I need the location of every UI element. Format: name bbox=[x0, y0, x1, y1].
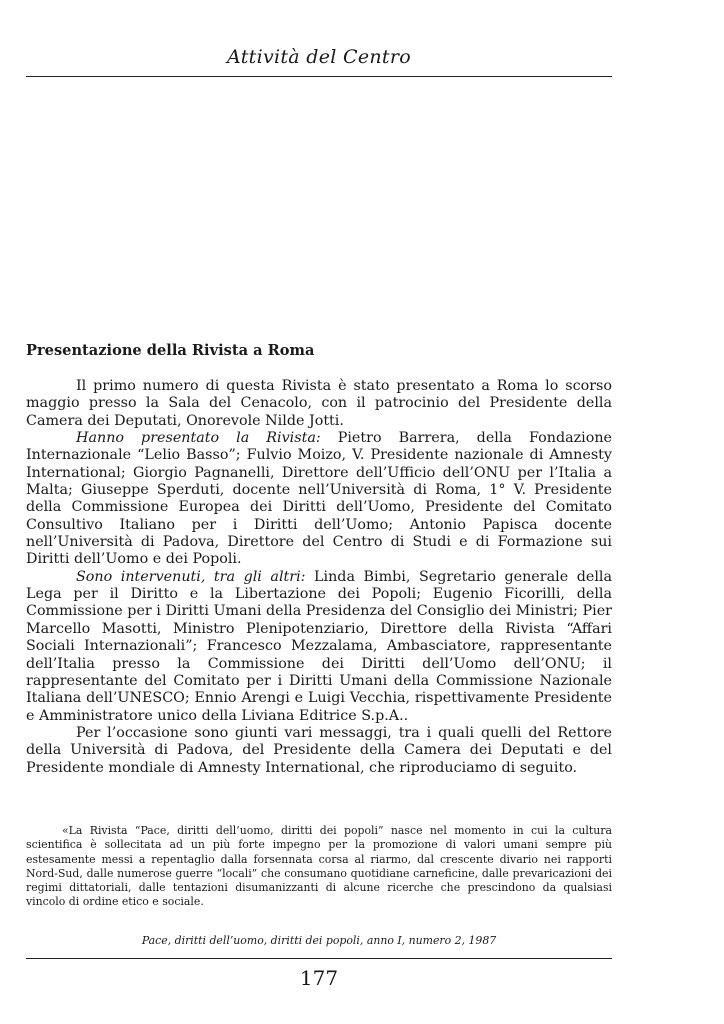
header-rule bbox=[26, 76, 612, 77]
paragraph-text: Linda Bimbi, Segretario generale della Lega per il Diritto e la Libertazione dei Popoli; Eugenio Ficorilli, della Commissione per i Diritti Umani della Presidenza del Consiglio dei Ministri; Pier Marcello Masotti, Ministro Plenipotenziario, Direttore della Rivista “Affari Sociali Internazionali”; Francesco Mezzalama, Ambasciatore, rappresentante dell’Italia presso la Commissione dei Diritti dell’Uomo dell’ONU; il rappresentante del Comitato per i Diritti Umani della Commissione Nazionale Italiana dell’UNESCO; Ennio Arengi e Luigi Vecchia, rispettivamente Presidente e Amministratore unico della Liviana Editrice S.p.A.. bbox=[26, 568, 612, 724]
paragraph-text: Il primo numero di questa Rivista è stato presentato a Roma lo scorso maggio presso la Sala del Cenacolo, con il patrocinio del Presidente della Camera dei Deputati, Onorevole Nilde Jotti. bbox=[26, 378, 612, 429]
section-title: Presentazione della Rivista a Roma bbox=[26, 342, 315, 359]
paragraph-lead: Sono intervenuti, tra gli altri: bbox=[76, 568, 306, 585]
quoted-message bbox=[26, 824, 612, 910]
article-body bbox=[26, 378, 612, 777]
quote-text: «La Rivista “Pace, diritti dell’uomo, diritti dei popoli” nasce nel momento in cui la cultura scientifica è sollecitata ad un più forte impegno per la promozione di valori umani sempre più estesamente messi a repentaglio dalla forsennata corsa al riarmo, dal crescente divario nei rapporti Nord-Sud, dalle numerose guerre “locali” che consumano quotidiane carneficine, dalle prevaricazioni dei regimi dittatoriali, dalle tentazioni disumanizzanti di alcune ricerche che prescindono da qualsiasi vincolo di ordine etico e sociale. bbox=[26, 824, 612, 909]
paragraph-2 bbox=[26, 430, 612, 569]
paragraph-4 bbox=[26, 725, 612, 777]
journal-citation: Pace, diritti dell’uomo, diritti dei popoli, anno I, numero 2, 1987 bbox=[141, 934, 497, 947]
running-title: Attività del Centro bbox=[227, 46, 411, 68]
footer-rule bbox=[26, 958, 612, 959]
paragraph-3 bbox=[26, 569, 612, 725]
paragraph-text: Pietro Barrera, della Fondazione Internazionale “Lelio Basso”; Fulvio Moizo, V. Presidente nazionale di Amnesty International; Giorgio Pagnanelli, Direttore dell’Ufficio dell’ONU per l’Italia a Malta; Giuseppe Sperduti, docente nell’Università di Roma, 1° V. Presidente della Commissione Europea dei Diritti dell’Uomo, Presidente del Comitato Consultivo Italiano per i Diritti dell’Uomo; Antonio Papisca docente nell’Università di Padova, Direttore del Centro di Studi e di Formazione sui Diritti dell’Uomo e dei Popoli. bbox=[26, 430, 612, 568]
paragraph-lead: Hanno presentato la Rivista: bbox=[76, 430, 321, 447]
paragraph-1 bbox=[26, 378, 612, 430]
paragraph-text: Per l’occasione sono giunti vari messaggi, tra i quali quelli del Rettore della Università di Padova, del Presidente della Camera dei Deputati e del Presidente mondiale di Amnesty International, che riproduciamo di seguito. bbox=[26, 724, 612, 776]
page-number: 177 bbox=[299, 966, 339, 990]
